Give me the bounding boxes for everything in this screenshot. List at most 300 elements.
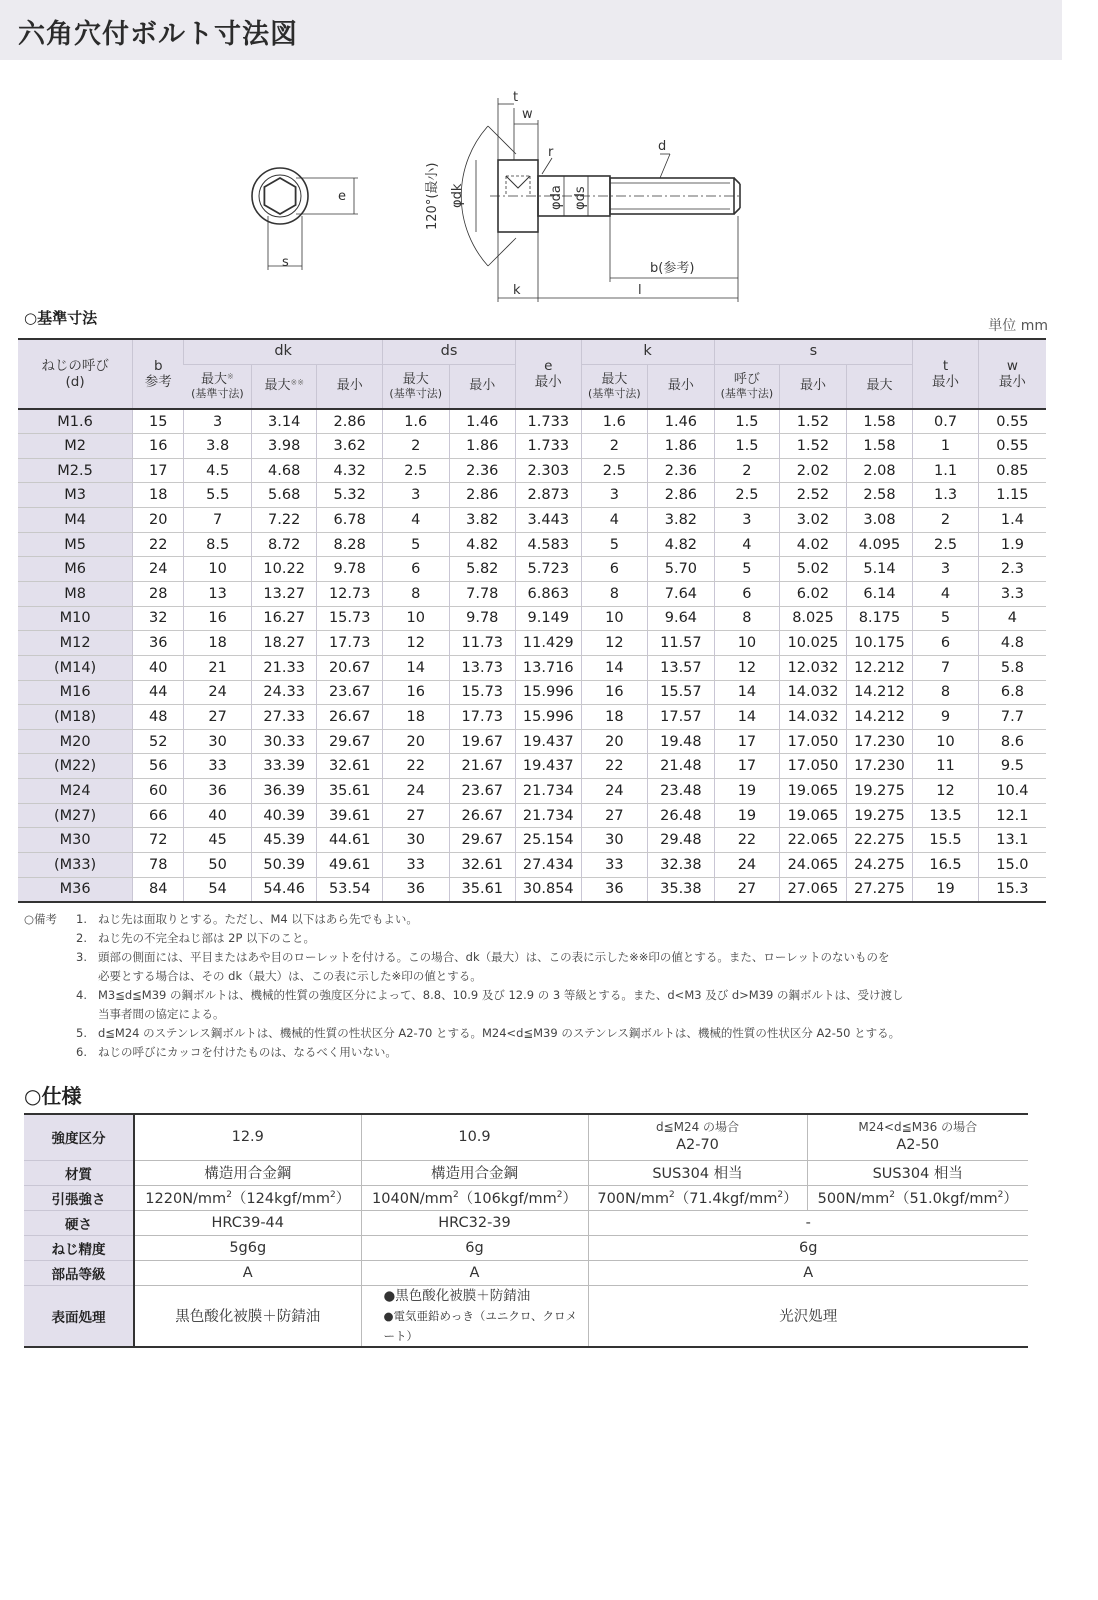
table-cell: 17.050 xyxy=(780,754,847,779)
table-cell: 13 xyxy=(184,581,252,606)
table-cell: 12 xyxy=(913,779,979,804)
table-cell: 14.032 xyxy=(780,680,847,705)
table-cell: 10 xyxy=(714,631,780,656)
table-cell: 84 xyxy=(133,877,184,902)
table-cell: 22 xyxy=(133,532,184,557)
spec-cell: - xyxy=(588,1210,1028,1235)
bolt-drawing-svg xyxy=(230,88,790,313)
table-cell: 5.70 xyxy=(648,557,715,582)
table-cell: 3.14 xyxy=(251,409,317,434)
table-cell: 22 xyxy=(581,754,648,779)
table-cell: 19.67 xyxy=(449,729,516,754)
table-cell: 40.39 xyxy=(251,803,317,828)
table-cell: 36 xyxy=(184,779,252,804)
table-cell: 2.36 xyxy=(648,458,715,483)
table-cell: 40 xyxy=(184,803,252,828)
table-cell: 1.6 xyxy=(382,409,449,434)
table-cell: 54 xyxy=(184,877,252,902)
table-cell: 14.212 xyxy=(846,680,913,705)
table-cell: 3 xyxy=(581,483,648,508)
table-cell: 17 xyxy=(714,754,780,779)
table-cell: 27.065 xyxy=(780,877,847,902)
table-cell: 12.032 xyxy=(780,655,847,680)
table-cell: 78 xyxy=(133,853,184,878)
header-s-nominal: 呼び (基準寸法) xyxy=(714,364,780,409)
table-cell: 18.27 xyxy=(251,631,317,656)
spec-row-thread xyxy=(24,1235,1028,1260)
thread-size-cell: (M22) xyxy=(18,754,133,779)
note-item: 1. ねじ先は面取りとする。ただし、M4 以下はあら先でもよい。 xyxy=(76,912,418,926)
table-cell: 44.61 xyxy=(317,828,383,853)
table-cell: 4 xyxy=(581,508,648,533)
table-cell: 27 xyxy=(382,803,449,828)
spec-label-material: 材質 xyxy=(24,1160,134,1185)
label-angle: 120°(最小) xyxy=(425,162,440,230)
table-cell: 4 xyxy=(978,606,1046,631)
spec-cell: $500N/mm^2(51.0kgf/mm^2)$ xyxy=(807,1185,1028,1210)
table-cell: 50 xyxy=(184,853,252,878)
spec-cell: A xyxy=(134,1260,361,1285)
table-cell: 49.61 xyxy=(317,853,383,878)
table-cell: 29.67 xyxy=(317,729,383,754)
spec-label-thread: ねじ精度 xyxy=(24,1235,134,1260)
table-row xyxy=(18,434,1046,459)
table-cell: 27 xyxy=(184,705,252,730)
notes-list xyxy=(76,910,1056,1062)
table-row xyxy=(18,606,1046,631)
header-name: ねじの呼び (d) xyxy=(18,339,133,409)
header-dk-max: 最大※ (基準寸法) xyxy=(184,364,252,409)
table-cell: 11.429 xyxy=(516,631,582,656)
table-cell: 8.28 xyxy=(317,532,383,557)
table-cell: 3.82 xyxy=(449,508,516,533)
header-dk: dk xyxy=(184,339,383,364)
thread-size-cell: M5 xyxy=(18,532,133,557)
table-cell: 1.46 xyxy=(648,409,715,434)
table-cell: 5.82 xyxy=(449,557,516,582)
table-cell: 20 xyxy=(382,729,449,754)
table-cell: 33.39 xyxy=(251,754,317,779)
table-cell: 18 xyxy=(184,631,252,656)
spec-label-grade: 部品等級 xyxy=(24,1260,134,1285)
table-cell: 9.78 xyxy=(317,557,383,582)
table-cell: 16.27 xyxy=(251,606,317,631)
table-cell: 12 xyxy=(581,631,648,656)
table-cell: 10.22 xyxy=(251,557,317,582)
table-cell: 30 xyxy=(184,729,252,754)
table-cell: 3.82 xyxy=(648,508,715,533)
header-s: s xyxy=(714,339,913,364)
table-cell: 27 xyxy=(714,877,780,902)
table-cell: 19.065 xyxy=(780,803,847,828)
table-row xyxy=(18,729,1046,754)
spec-row-tensile xyxy=(24,1185,1028,1210)
standard-table-body xyxy=(18,409,1046,902)
table-cell: 2.36 xyxy=(449,458,516,483)
table-cell: 4.583 xyxy=(516,532,582,557)
table-cell: 2.86 xyxy=(648,483,715,508)
spec-cell: M24<d≦M36 の場合 A2-50 xyxy=(807,1114,1028,1160)
table-cell: 1.733 xyxy=(516,409,582,434)
table-row xyxy=(18,779,1046,804)
table-row xyxy=(18,483,1046,508)
note-item: 5. d≦M24 のステンレス鋼ボルトは、機械的性質の性状区分 A2-70 とする。M24<d≦M39 のステンレス鋼ボルトは、機械的性質の性状区分 A2-50 とする。 xyxy=(76,1026,901,1040)
spec-cell: 12.9 xyxy=(134,1114,361,1160)
spec-cell: 構造用合金鋼 xyxy=(361,1160,588,1185)
table-cell: 4.82 xyxy=(449,532,516,557)
table-cell: 13.57 xyxy=(648,655,715,680)
table-cell: 22.275 xyxy=(846,828,913,853)
spec-cell: $1040N/mm^2(106kgf/mm^2)$ xyxy=(361,1185,588,1210)
label-da: φda xyxy=(549,185,564,210)
thread-size-cell: M3 xyxy=(18,483,133,508)
table-cell: 24 xyxy=(382,779,449,804)
table-cell: 6.78 xyxy=(317,508,383,533)
table-row xyxy=(18,409,1046,434)
thread-size-cell: (M33) xyxy=(18,853,133,878)
table-cell: 2.52 xyxy=(780,483,847,508)
table-cell: 15.73 xyxy=(449,680,516,705)
notes-label: ○備考 xyxy=(24,912,58,926)
label-t: t xyxy=(513,90,519,105)
table-cell: 5.32 xyxy=(317,483,383,508)
table-cell: 0.85 xyxy=(978,458,1046,483)
table-cell: 17.73 xyxy=(317,631,383,656)
table-cell: 7 xyxy=(184,508,252,533)
table-cell: 4 xyxy=(382,508,449,533)
table-cell: 20 xyxy=(133,508,184,533)
table-cell: 1.58 xyxy=(846,434,913,459)
table-row xyxy=(18,532,1046,557)
table-cell: 27.33 xyxy=(251,705,317,730)
label-b: b(参考) xyxy=(650,261,695,276)
table-cell: 19 xyxy=(714,803,780,828)
table-cell: 2 xyxy=(913,508,979,533)
table-cell: 19.437 xyxy=(516,729,582,754)
thread-size-cell: M8 xyxy=(18,581,133,606)
table-cell: 1.46 xyxy=(449,409,516,434)
table-cell: 2.303 xyxy=(516,458,582,483)
table-cell: 8 xyxy=(581,581,648,606)
table-cell: 29.67 xyxy=(449,828,516,853)
table-cell: 3 xyxy=(714,508,780,533)
table-cell: 6.8 xyxy=(978,680,1046,705)
table-cell: 19.275 xyxy=(846,779,913,804)
thread-size-cell: M6 xyxy=(18,557,133,582)
table-cell: 26.67 xyxy=(449,803,516,828)
thread-size-cell: M30 xyxy=(18,828,133,853)
table-cell: 17.230 xyxy=(846,729,913,754)
table-cell: 2.5 xyxy=(382,458,449,483)
table-cell: 7.7 xyxy=(978,705,1046,730)
table-cell: 4.095 xyxy=(846,532,913,557)
spec-cell: 10.9 xyxy=(361,1114,588,1160)
thread-size-cell: M2 xyxy=(18,434,133,459)
label-dk: φdk xyxy=(450,183,465,208)
table-cell: 12 xyxy=(382,631,449,656)
table-cell: 0.55 xyxy=(978,434,1046,459)
spec-row-hardness xyxy=(24,1210,1028,1235)
table-cell: 24.065 xyxy=(780,853,847,878)
header-b: b 参考 xyxy=(133,339,184,409)
table-cell: 18 xyxy=(382,705,449,730)
table-row xyxy=(18,557,1046,582)
header-dk-min: 最小 xyxy=(317,364,383,409)
table-cell: 6.02 xyxy=(780,581,847,606)
table-cell: 1.733 xyxy=(516,434,582,459)
table-cell: 33 xyxy=(184,754,252,779)
table-cell: 5 xyxy=(714,557,780,582)
table-cell: 6 xyxy=(913,631,979,656)
title-bar xyxy=(0,0,1062,60)
table-cell: 35.38 xyxy=(648,877,715,902)
table-cell: 4 xyxy=(714,532,780,557)
table-cell: 26.67 xyxy=(317,705,383,730)
table-cell: 3.62 xyxy=(317,434,383,459)
label-k: k xyxy=(513,283,521,298)
table-cell: 6 xyxy=(581,557,648,582)
table-cell: 1.4 xyxy=(978,508,1046,533)
table-row xyxy=(18,655,1046,680)
table-cell: 21.734 xyxy=(516,779,582,804)
spec-cell: 6g xyxy=(588,1235,1028,1260)
header-k: k xyxy=(581,339,714,364)
table-cell: 3.08 xyxy=(846,508,913,533)
table-cell: 1.86 xyxy=(648,434,715,459)
table-cell: 8 xyxy=(913,680,979,705)
table-cell: 10 xyxy=(184,557,252,582)
table-cell: 10 xyxy=(581,606,648,631)
table-row xyxy=(18,754,1046,779)
table-cell: 16.5 xyxy=(913,853,979,878)
spec-row-material xyxy=(24,1160,1028,1185)
thread-size-cell: M36 xyxy=(18,877,133,902)
thread-size-cell: M24 xyxy=(18,779,133,804)
table-cell: 27.275 xyxy=(846,877,913,902)
table-cell: 52 xyxy=(133,729,184,754)
standard-section-title: ○基準寸法 xyxy=(24,309,98,327)
table-cell: 2.02 xyxy=(780,458,847,483)
table-cell: 36.39 xyxy=(251,779,317,804)
table-cell: 9.78 xyxy=(449,606,516,631)
table-cell: 24 xyxy=(714,853,780,878)
table-cell: 6 xyxy=(382,557,449,582)
table-cell: 15.57 xyxy=(648,680,715,705)
label-ds: φds xyxy=(573,186,588,210)
table-cell: 21 xyxy=(184,655,252,680)
table-cell: 14 xyxy=(581,655,648,680)
table-row xyxy=(18,705,1046,730)
page-title: 六角穴付ボルト寸法図 xyxy=(18,19,298,50)
table-cell: 24.275 xyxy=(846,853,913,878)
table-cell: 8.025 xyxy=(780,606,847,631)
table-cell: 3.98 xyxy=(251,434,317,459)
table-cell: 0.7 xyxy=(913,409,979,434)
spec-cell: 構造用合金鋼 xyxy=(134,1160,361,1185)
table-cell: 44 xyxy=(133,680,184,705)
table-cell: 30 xyxy=(382,828,449,853)
table-row xyxy=(18,680,1046,705)
table-cell: 18 xyxy=(581,705,648,730)
table-cell: 13.73 xyxy=(449,655,516,680)
table-cell: 7.64 xyxy=(648,581,715,606)
table-cell: 1.52 xyxy=(780,409,847,434)
table-cell: 21.33 xyxy=(251,655,317,680)
spec-section-title: ○仕様 xyxy=(24,1084,82,1108)
table-cell: 1.5 xyxy=(714,434,780,459)
table-row xyxy=(18,877,1046,902)
table-cell: 1.52 xyxy=(780,434,847,459)
table-cell: 16 xyxy=(581,680,648,705)
table-cell: 8 xyxy=(714,606,780,631)
table-cell: 24.33 xyxy=(251,680,317,705)
table-cell: 8.6 xyxy=(978,729,1046,754)
table-cell: 25.154 xyxy=(516,828,582,853)
table-cell: 32.61 xyxy=(449,853,516,878)
table-cell: 20 xyxy=(581,729,648,754)
header-w: w 最小 xyxy=(978,339,1046,409)
table-cell: 30 xyxy=(581,828,648,853)
table-cell: 5.14 xyxy=(846,557,913,582)
label-r: r xyxy=(548,145,554,160)
table-cell: 4.32 xyxy=(317,458,383,483)
table-cell: 3.3 xyxy=(978,581,1046,606)
table-cell: 36 xyxy=(581,877,648,902)
table-cell: 3 xyxy=(913,557,979,582)
table-cell: 1.5 xyxy=(714,409,780,434)
table-cell: 48 xyxy=(133,705,184,730)
table-cell: 21.67 xyxy=(449,754,516,779)
table-cell: 33 xyxy=(581,853,648,878)
standard-dimension-table xyxy=(18,338,1046,903)
table-cell: 5 xyxy=(382,532,449,557)
thread-size-cell: M20 xyxy=(18,729,133,754)
table-cell: 15.3 xyxy=(978,877,1046,902)
table-cell: 13.1 xyxy=(978,828,1046,853)
table-cell: 21.48 xyxy=(648,754,715,779)
table-cell: 10 xyxy=(382,606,449,631)
table-cell: 1.9 xyxy=(978,532,1046,557)
table-cell: 13.5 xyxy=(913,803,979,828)
table-cell: 2 xyxy=(714,458,780,483)
table-cell: 5.723 xyxy=(516,557,582,582)
thread-size-cell: M12 xyxy=(18,631,133,656)
spec-cell: 黒色酸化被膜＋防錆油 xyxy=(175,1309,321,1325)
table-cell: 27 xyxy=(581,803,648,828)
table-row xyxy=(18,828,1046,853)
table-cell: 14 xyxy=(714,705,780,730)
table-row xyxy=(18,631,1046,656)
table-row xyxy=(18,581,1046,606)
table-cell: 1.3 xyxy=(913,483,979,508)
table-cell: 4.68 xyxy=(251,458,317,483)
table-cell: 9.5 xyxy=(978,754,1046,779)
table-cell: 16 xyxy=(184,606,252,631)
table-cell: 5.8 xyxy=(978,655,1046,680)
table-cell: 2 xyxy=(382,434,449,459)
label-l: l xyxy=(638,283,642,298)
header-ds-max: 最大 (基準寸法) xyxy=(382,364,449,409)
table-cell: 4.8 xyxy=(978,631,1046,656)
table-cell: 66 xyxy=(133,803,184,828)
table-cell: 22 xyxy=(714,828,780,853)
label-d: d xyxy=(658,139,667,154)
spec-cell: HRC32-39 xyxy=(361,1210,588,1235)
table-cell: 60 xyxy=(133,779,184,804)
table-cell: 4.82 xyxy=(648,532,715,557)
table-cell: 5 xyxy=(913,606,979,631)
table-cell: 1.1 xyxy=(913,458,979,483)
table-cell: 22 xyxy=(382,754,449,779)
table-cell: 4 xyxy=(913,581,979,606)
table-cell: 3.8 xyxy=(184,434,252,459)
table-cell: 17 xyxy=(133,458,184,483)
thread-size-cell: (M18) xyxy=(18,705,133,730)
table-cell: 7.22 xyxy=(251,508,317,533)
spec-cell: ●黒色酸化被膜＋防錆油 ●電気亜鉛めっき（ユニクロ、クロメート） xyxy=(361,1285,588,1347)
table-cell: 10.025 xyxy=(780,631,847,656)
table-cell: 16 xyxy=(382,680,449,705)
table-cell: 17.050 xyxy=(780,729,847,754)
table-cell: 10.175 xyxy=(846,631,913,656)
header-ds-min: 最小 xyxy=(449,364,516,409)
table-cell: 9 xyxy=(913,705,979,730)
table-cell: 1.6 xyxy=(581,409,648,434)
table-cell: 40 xyxy=(133,655,184,680)
table-cell: 0.55 xyxy=(978,409,1046,434)
table-cell: 2.86 xyxy=(317,409,383,434)
table-cell: 2.5 xyxy=(913,532,979,557)
table-cell: 56 xyxy=(133,754,184,779)
table-cell: 19.437 xyxy=(516,754,582,779)
thread-size-cell: M16 xyxy=(18,680,133,705)
header-s-max: 最大 xyxy=(846,364,913,409)
table-cell: 27.434 xyxy=(516,853,582,878)
table-cell: 6.14 xyxy=(846,581,913,606)
table-cell: 32.61 xyxy=(317,754,383,779)
table-cell: 23.67 xyxy=(317,680,383,705)
spec-label-tensile: 引張強さ xyxy=(24,1185,134,1210)
spec-cell: SUS304 相当 xyxy=(588,1160,807,1185)
table-cell: 13.27 xyxy=(251,581,317,606)
spec-cell: 光沢処理 xyxy=(588,1285,1028,1347)
thread-size-cell: M1.6 xyxy=(18,409,133,434)
table-cell: 17.57 xyxy=(648,705,715,730)
table-cell: 12.212 xyxy=(846,655,913,680)
header-e: e 最小 xyxy=(516,339,582,409)
spec-row-grade xyxy=(24,1260,1028,1285)
table-cell: 14 xyxy=(382,655,449,680)
table-cell: 19.065 xyxy=(780,779,847,804)
table-cell: 72 xyxy=(133,828,184,853)
table-cell: 32.38 xyxy=(648,853,715,878)
table-row xyxy=(18,853,1046,878)
spec-cell: SUS304 相当 xyxy=(807,1160,1028,1185)
table-row xyxy=(18,508,1046,533)
header-s-min: 最小 xyxy=(780,364,847,409)
thread-size-cell: M4 xyxy=(18,508,133,533)
table-cell: 10 xyxy=(913,729,979,754)
header-k-max: 最大 (基準寸法) xyxy=(581,364,648,409)
table-cell: 10.4 xyxy=(978,779,1046,804)
label-w: w xyxy=(522,107,533,122)
table-cell: 8.5 xyxy=(184,532,252,557)
table-cell: 19 xyxy=(913,877,979,902)
table-cell: 12.1 xyxy=(978,803,1046,828)
table-cell: 20.67 xyxy=(317,655,383,680)
table-cell: 18 xyxy=(133,483,184,508)
table-cell: 3 xyxy=(184,409,252,434)
